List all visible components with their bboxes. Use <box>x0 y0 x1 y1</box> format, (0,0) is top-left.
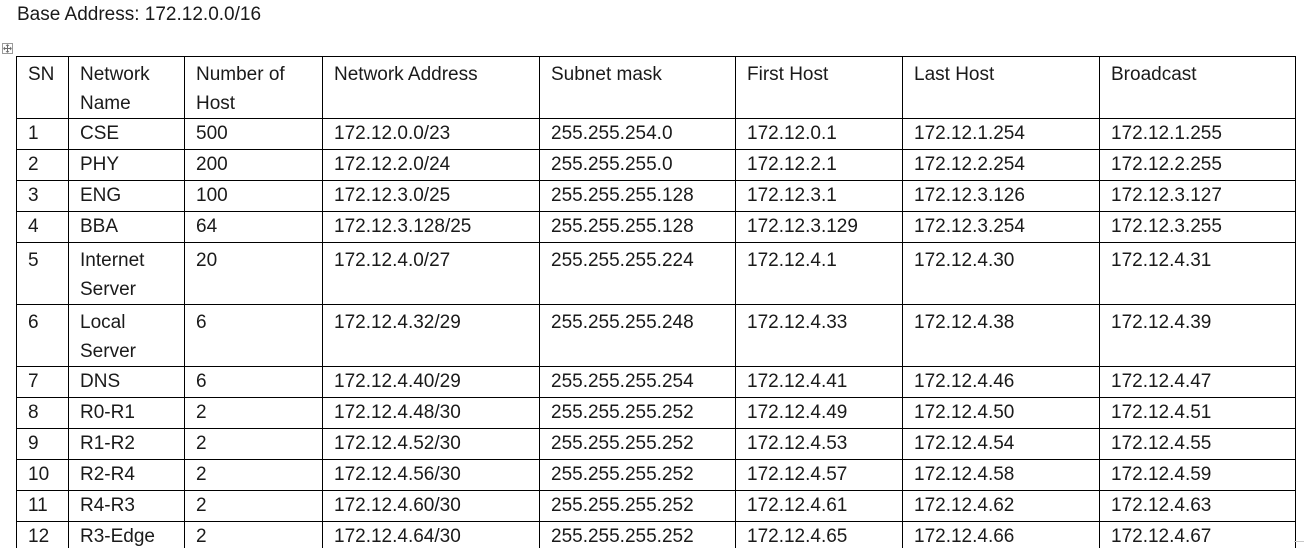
cell-sn: 9 <box>17 429 69 460</box>
header-network-name-text: Network Name <box>80 64 150 114</box>
cell-number-of-host: 2 <box>185 491 323 522</box>
cell-first-host: 172.12.4.57 <box>736 460 903 491</box>
table-row <box>17 367 1296 398</box>
table-body <box>17 57 1296 548</box>
cell-subnet-mask: 255.255.255.252 <box>540 460 736 491</box>
header-subnet-mask: Subnet mask <box>540 57 736 119</box>
cell-first-host: 172.12.4.49 <box>736 398 903 429</box>
subnet-table <box>16 56 1296 548</box>
table-row <box>17 212 1296 243</box>
cell-network-name <box>69 243 185 305</box>
cell-network-address: 172.12.4.52/30 <box>323 429 540 460</box>
cell-network-address: 172.12.3.0/25 <box>323 181 540 212</box>
cell-subnet-mask: 255.255.255.252 <box>540 398 736 429</box>
cell-sn: 12 <box>17 522 69 548</box>
cell-sn: 5 <box>17 243 69 305</box>
cell-sn: 6 <box>17 305 69 367</box>
cell-number-of-host: 2 <box>185 429 323 460</box>
cell-last-host: 172.12.4.46 <box>903 367 1100 398</box>
cell-first-host: 172.12.4.33 <box>736 305 903 367</box>
cell-number-of-host: 2 <box>185 522 323 548</box>
table-row <box>17 305 1296 367</box>
table-row <box>17 522 1296 548</box>
cell-number-of-host: 6 <box>185 305 323 367</box>
cell-broadcast: 172.12.4.39 <box>1100 305 1296 367</box>
cell-last-host: 172.12.3.254 <box>903 212 1100 243</box>
cell-subnet-mask: 255.255.255.252 <box>540 429 736 460</box>
table-row <box>17 181 1296 212</box>
cell-first-host: 172.12.0.1 <box>736 119 903 150</box>
cell-network-name: R1-R2 <box>69 429 185 460</box>
cell-sn: 10 <box>17 460 69 491</box>
header-broadcast: Broadcast <box>1100 57 1296 119</box>
cell-subnet-mask: 255.255.255.252 <box>540 522 736 548</box>
cell-broadcast: 172.12.1.255 <box>1100 119 1296 150</box>
cell-network-name: R2-R4 <box>69 460 185 491</box>
table-end-mark <box>1294 541 1304 542</box>
cell-broadcast: 172.12.3.255 <box>1100 212 1296 243</box>
table-row <box>17 243 1296 305</box>
header-number-of-host <box>185 57 323 119</box>
cell-first-host: 172.12.4.65 <box>736 522 903 548</box>
cell-number-of-host: 6 <box>185 367 323 398</box>
cell-last-host: 172.12.2.254 <box>903 150 1100 181</box>
cell-first-host: 172.12.3.1 <box>736 181 903 212</box>
cell-subnet-mask: 255.255.254.0 <box>540 119 736 150</box>
cell-subnet-mask: 255.255.255.0 <box>540 150 736 181</box>
cell-network-address: 172.12.4.0/27 <box>323 243 540 305</box>
cell-network-address: 172.12.4.32/29 <box>323 305 540 367</box>
cell-sn: 1 <box>17 119 69 150</box>
cell-sn: 3 <box>17 181 69 212</box>
table-row <box>17 429 1296 460</box>
cell-first-host: 172.12.4.53 <box>736 429 903 460</box>
cell-network-name: PHY <box>69 150 185 181</box>
cell-broadcast: 172.12.2.255 <box>1100 150 1296 181</box>
cell-broadcast: 172.12.4.31 <box>1100 243 1296 305</box>
header-number-of-host-text: Number of Host <box>196 64 285 114</box>
cell-subnet-mask: 255.255.255.248 <box>540 305 736 367</box>
header-network-address: Network Address <box>323 57 540 119</box>
cell-first-host: 172.12.2.1 <box>736 150 903 181</box>
cell-broadcast: 172.12.4.55 <box>1100 429 1296 460</box>
cell-network-address: 172.12.2.0/24 <box>323 150 540 181</box>
cell-network-address: 172.12.4.40/29 <box>323 367 540 398</box>
cell-network-name: CSE <box>69 119 185 150</box>
table-row <box>17 119 1296 150</box>
cell-number-of-host: 2 <box>185 398 323 429</box>
cell-network-name: R4-R3 <box>69 491 185 522</box>
cell-last-host: 172.12.4.30 <box>903 243 1100 305</box>
table-header-row <box>17 57 1296 119</box>
cell-broadcast: 172.12.4.47 <box>1100 367 1296 398</box>
cell-number-of-host: 2 <box>185 460 323 491</box>
cell-subnet-mask: 255.255.255.252 <box>540 491 736 522</box>
cell-network-address: 172.12.4.64/30 <box>323 522 540 548</box>
cell-last-host: 172.12.4.50 <box>903 398 1100 429</box>
cell-subnet-mask: 255.255.255.224 <box>540 243 736 305</box>
cell-network-address: 172.12.0.0/23 <box>323 119 540 150</box>
cell-number-of-host: 64 <box>185 212 323 243</box>
table-row <box>17 398 1296 429</box>
cell-broadcast: 172.12.4.59 <box>1100 460 1296 491</box>
cell-network-name-text: Internet Server <box>80 250 145 300</box>
cell-last-host: 172.12.4.38 <box>903 305 1100 367</box>
cell-number-of-host: 100 <box>185 181 323 212</box>
cell-network-address: 172.12.3.128/25 <box>323 212 540 243</box>
cell-number-of-host: 200 <box>185 150 323 181</box>
cell-network-name: ENG <box>69 181 185 212</box>
cell-network-name <box>69 305 185 367</box>
cell-sn: 11 <box>17 491 69 522</box>
cell-subnet-mask: 255.255.255.128 <box>540 212 736 243</box>
cell-broadcast: 172.12.4.67 <box>1100 522 1296 548</box>
cell-network-name: BBA <box>69 212 185 243</box>
cell-sn: 7 <box>17 367 69 398</box>
cell-network-name: R0-R1 <box>69 398 185 429</box>
cell-subnet-mask: 255.255.255.254 <box>540 367 736 398</box>
cell-last-host: 172.12.4.62 <box>903 491 1100 522</box>
cell-broadcast: 172.12.4.63 <box>1100 491 1296 522</box>
cell-network-name: R3-Edge <box>69 522 185 548</box>
cell-last-host: 172.12.1.254 <box>903 119 1100 150</box>
cell-network-name: DNS <box>69 367 185 398</box>
cell-last-host: 172.12.4.66 <box>903 522 1100 548</box>
cell-first-host: 172.12.4.41 <box>736 367 903 398</box>
table-row <box>17 150 1296 181</box>
header-sn: SN <box>17 57 69 119</box>
cell-sn: 4 <box>17 212 69 243</box>
cell-network-address: 172.12.4.56/30 <box>323 460 540 491</box>
cell-network-address: 172.12.4.60/30 <box>323 491 540 522</box>
header-last-host: Last Host <box>903 57 1100 119</box>
cell-number-of-host: 500 <box>185 119 323 150</box>
cell-network-address: 172.12.4.48/30 <box>323 398 540 429</box>
cell-subnet-mask: 255.255.255.128 <box>540 181 736 212</box>
cell-number-of-host: 20 <box>185 243 323 305</box>
cell-sn: 2 <box>17 150 69 181</box>
cell-last-host: 172.12.4.54 <box>903 429 1100 460</box>
table-row <box>17 491 1296 522</box>
page-title: Base Address: 172.12.0.0/16 <box>17 4 262 25</box>
cell-last-host: 172.12.4.58 <box>903 460 1100 491</box>
cell-network-name-text: Local Server <box>80 312 136 362</box>
cell-broadcast: 172.12.4.51 <box>1100 398 1296 429</box>
cell-last-host: 172.12.3.126 <box>903 181 1100 212</box>
cell-first-host: 172.12.4.61 <box>736 491 903 522</box>
header-network-name <box>69 57 185 119</box>
cell-broadcast: 172.12.3.127 <box>1100 181 1296 212</box>
table-row <box>17 460 1296 491</box>
table-move-handle-icon[interactable] <box>2 43 13 54</box>
header-first-host: First Host <box>736 57 903 119</box>
cell-first-host: 172.12.3.129 <box>736 212 903 243</box>
cell-sn: 8 <box>17 398 69 429</box>
cell-first-host: 172.12.4.1 <box>736 243 903 305</box>
